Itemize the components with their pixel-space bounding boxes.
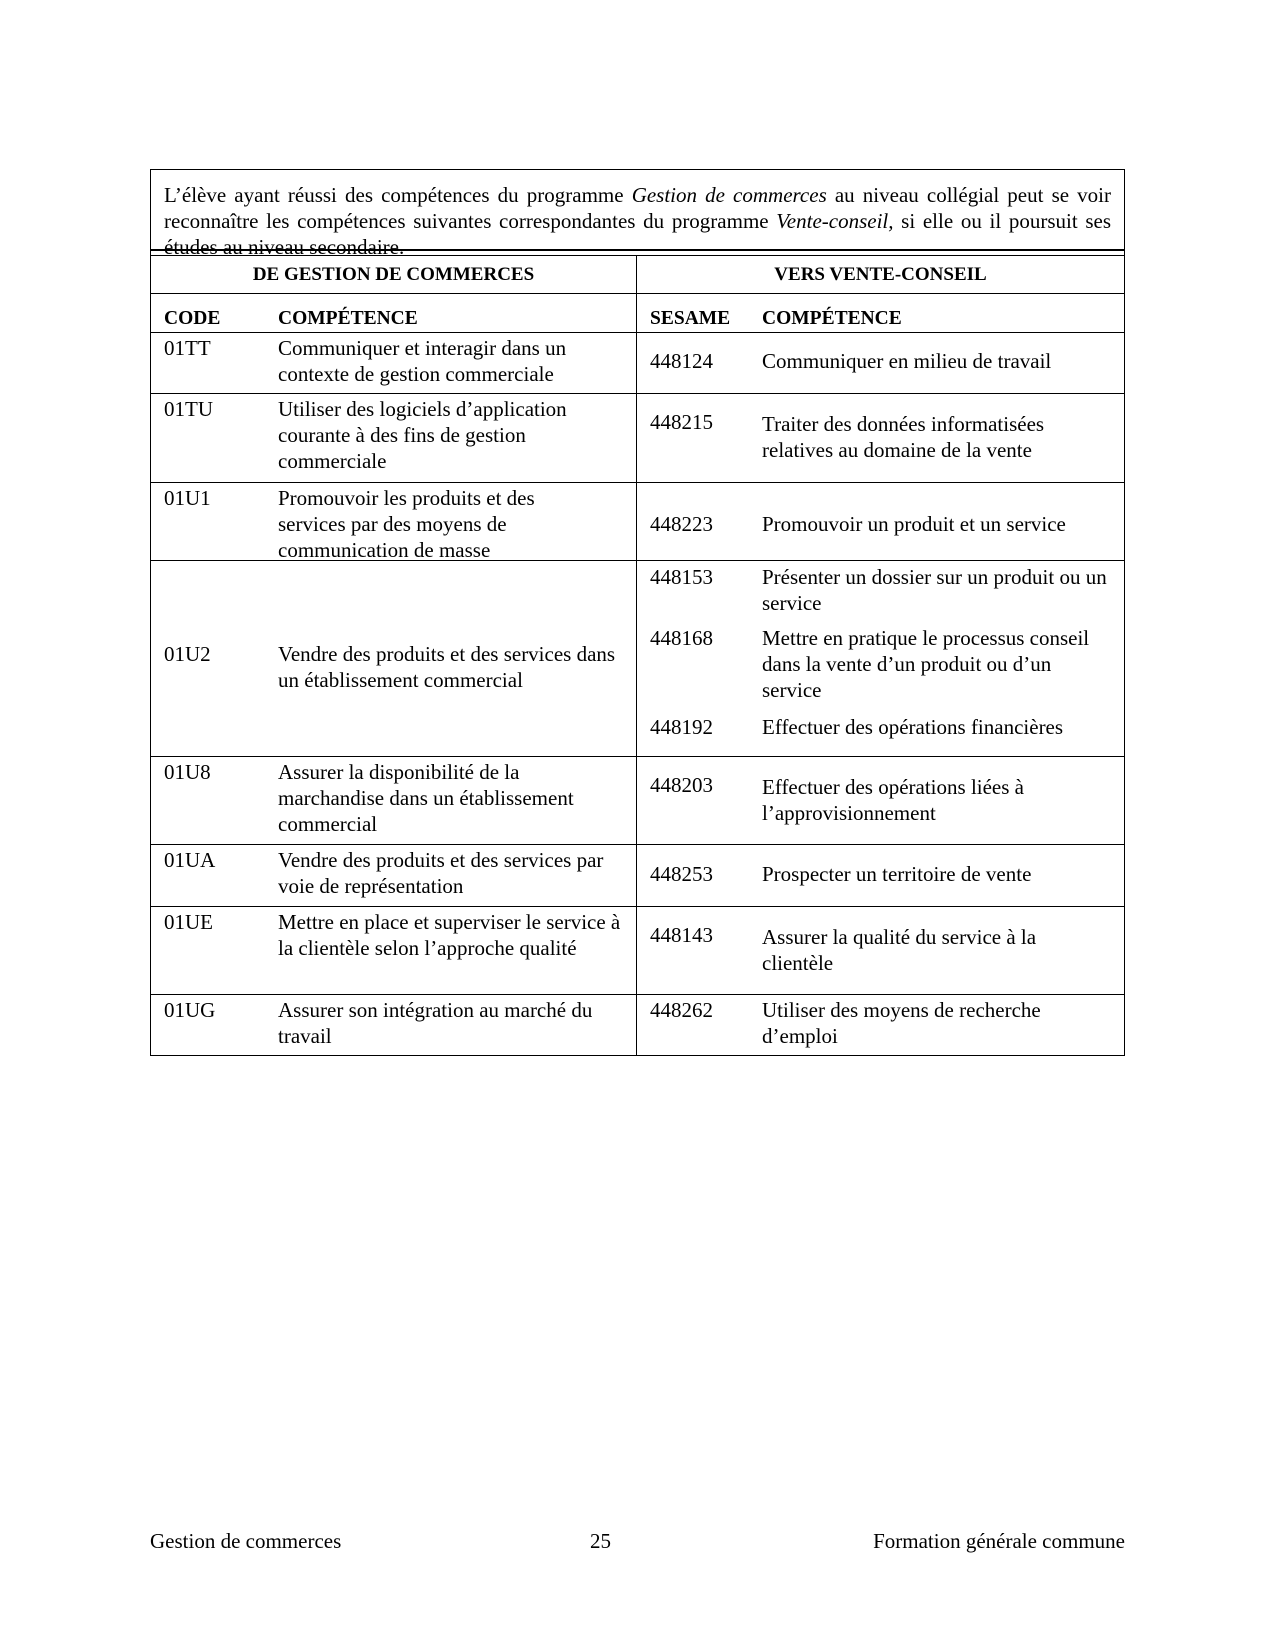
target-cell [637, 483, 1124, 560]
competence: Utiliser des logiciels d’application courante à des fins de gestion commerciale [278, 397, 567, 473]
column-header-row [151, 293, 1124, 332]
source-cell [151, 995, 637, 1055]
table-row [151, 994, 1124, 1055]
target-cell [637, 995, 1124, 1055]
competence: Effectuer des opérations liées à l’approvisionnement [762, 775, 1024, 825]
source-cell [151, 757, 637, 844]
competence: Vendre des produits et des services par voie de représentation [278, 848, 604, 898]
group-header-to: VERS VENTE-CONSEIL [774, 264, 987, 285]
competence: Communiquer en milieu de travail [762, 349, 1052, 373]
target-cell [637, 845, 1124, 906]
sesame-code: 448223 [650, 512, 713, 536]
code: 01TT [164, 336, 211, 360]
sesame-code: 448215 [650, 410, 713, 434]
sesame-code: 448262 [650, 998, 713, 1022]
source-cell [151, 907, 637, 994]
group-header-from: DE GESTION DE COMMERCES [151, 256, 637, 293]
table-row [151, 844, 1124, 906]
footer-page-number: 25 [590, 1529, 611, 1553]
sesame-code: 448168 [650, 626, 713, 650]
group-header-row [151, 256, 1124, 293]
competence: Assurer la qualité du service à la clientèle [762, 925, 1037, 975]
source-cell [151, 845, 637, 906]
intro-paragraph [151, 170, 1124, 259]
competence: Assurer son intégration au marché du travail [278, 998, 593, 1048]
competence: Assurer la disponibilité de la marchandise dans un établissement commercial [278, 760, 574, 836]
column-header-sesame: SESAME [650, 308, 731, 329]
sesame-code: 448153 [650, 565, 713, 589]
column-header-competence-to: COMPÉTENCE [762, 308, 902, 329]
code: 01TU [164, 397, 213, 421]
target-cell [637, 333, 1124, 393]
sesame-code: 448124 [650, 349, 713, 373]
competence: Mettre en place et superviser le service à la clientèle selon l’approche qualité [278, 910, 621, 960]
code: 01UG [164, 998, 216, 1022]
footer-section-name: Formation générale commune [873, 1529, 1125, 1553]
source-cell [151, 483, 637, 560]
program-to-name: Vente-conseil, [776, 209, 894, 233]
sesame-code: 448143 [650, 923, 713, 947]
competence: Traiter des données informatisées relatives au domaine de la vente [762, 412, 1045, 462]
competence: Présenter un dossier sur un produit ou un service [762, 565, 1107, 615]
competence: Mettre en pratique le processus conseil dans la vente d’un produit ou d’un service [762, 626, 1090, 702]
table-row [151, 906, 1124, 994]
sesame-code: 448203 [650, 773, 713, 797]
column-headers-from [151, 294, 637, 332]
competence: Utiliser des moyens de recherche d’emploi [762, 998, 1041, 1048]
source-cell [151, 394, 637, 482]
source-cell [151, 561, 637, 756]
competence: Prospecter un territoire de vente [762, 862, 1032, 886]
column-header-code: CODE [164, 308, 221, 329]
competence: Promouvoir les produits et des services par des moyens de communication de masse [278, 486, 535, 562]
target-cell [637, 757, 1124, 844]
table-row [151, 332, 1124, 393]
sesame-code: 448253 [650, 862, 713, 886]
competence: Promouvoir un produit et un service [762, 512, 1066, 536]
equivalence-table [150, 169, 1125, 1056]
table-row [151, 482, 1124, 560]
intro-text: au niveau collégial peut se voir reconnaître les compétences suivantes correspondantes du programme [164, 183, 1111, 233]
code: 01U1 [164, 486, 211, 510]
code: 01UE [164, 910, 213, 934]
sesame-code: 448192 [650, 715, 713, 739]
source-cell [151, 333, 637, 393]
column-header-competence-from: COMPÉTENCE [278, 308, 418, 329]
intro-text: L’élève ayant réussi des compétences du programme [164, 183, 632, 207]
footer-program-name: Gestion de commerces [150, 1529, 342, 1553]
code: 01UA [164, 848, 216, 872]
competence: Effectuer des opérations financières [762, 715, 1064, 739]
column-headers-to [637, 294, 1124, 332]
target-cell [637, 394, 1124, 482]
table-row [151, 560, 1124, 756]
intro-text: si elle ou il poursuit ses études au niveau secondaire. [164, 209, 1111, 259]
target-cell [637, 907, 1124, 994]
code: 01U8 [164, 760, 211, 784]
table-row [151, 393, 1124, 482]
program-from-name: Gestion de commerces [631, 183, 827, 207]
competence: Communiquer et interagir dans un contexte de gestion commerciale [278, 336, 567, 386]
competence: Vendre des produits et des services dans un établissement commercial [278, 642, 616, 692]
target-cell [637, 561, 1124, 756]
table-row [151, 756, 1124, 844]
code: 01U2 [164, 642, 211, 666]
